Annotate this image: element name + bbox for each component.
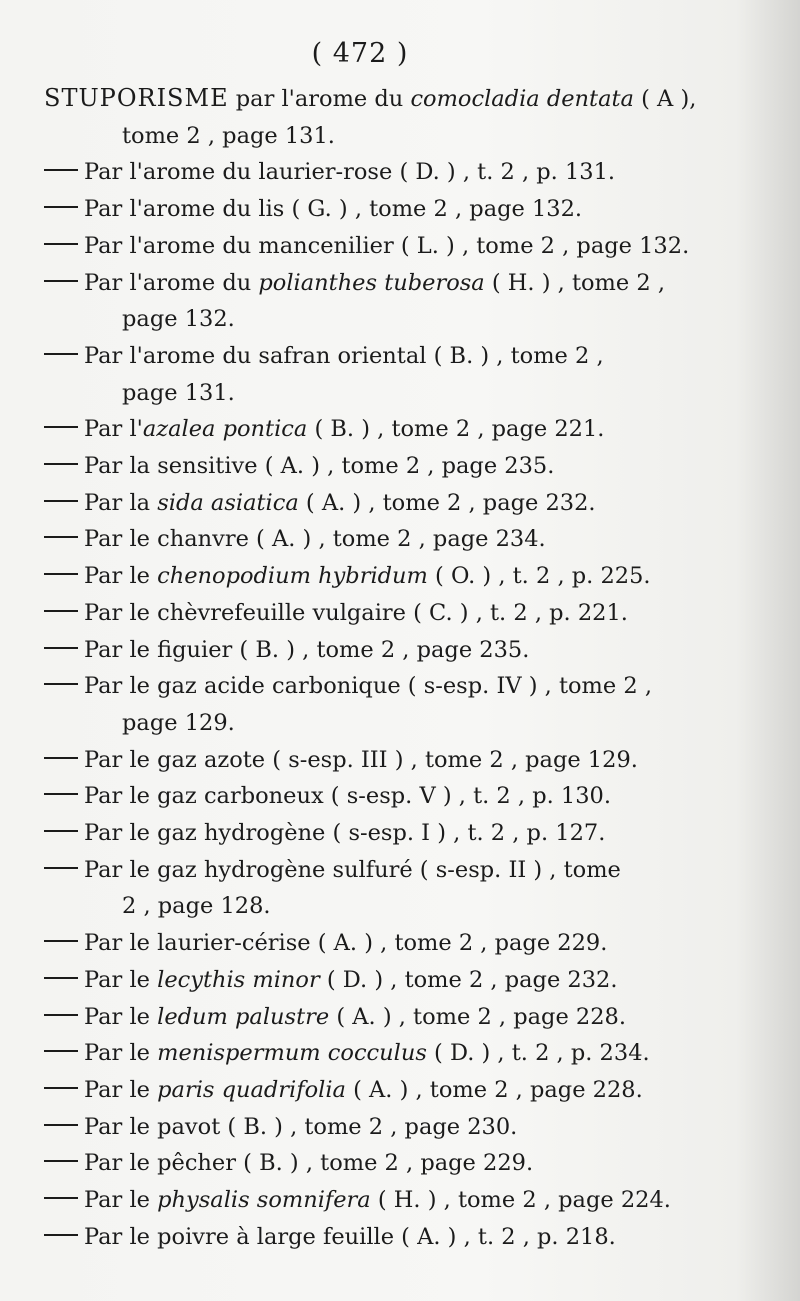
entry-text: Par le poivre à large feuille ( A. ) , t. 2 , p. 218.	[84, 1223, 616, 1250]
em-dash	[44, 757, 78, 759]
entry-continuation: page 131.	[122, 379, 235, 406]
entry-line	[44, 778, 694, 815]
entry-line	[44, 595, 694, 632]
entry-line	[44, 154, 694, 191]
em-dash	[44, 793, 78, 795]
entry-line	[44, 999, 694, 1036]
entry-line	[44, 962, 694, 999]
page-number: ( 472 )	[311, 38, 409, 69]
entry-line	[44, 1109, 694, 1146]
entry-text-post: ( B. ) , tome 2 , page 221.	[314, 416, 605, 443]
entry-line	[44, 485, 694, 522]
entry-text-post: ( D. ) , t. 2 , p. 234.	[434, 1040, 650, 1067]
entry-italic: comocladia dentata	[410, 86, 634, 112]
em-dash	[44, 536, 78, 538]
entry-text: par l'arome du	[235, 86, 404, 112]
entry	[44, 852, 694, 925]
entry-continuation: page 129.	[122, 709, 235, 736]
entry-line	[44, 852, 694, 889]
entry-text: Par le gaz carboneux ( s-esp. V ) , t. 2 , p. 130.	[84, 783, 612, 810]
entry-text: Par le pavot ( B. ) , tome 2 , page 230.	[84, 1113, 518, 1140]
entry-italic: menispermum cocculus	[157, 1040, 427, 1067]
entry	[44, 925, 694, 962]
entry-text-post: ( A ),	[641, 86, 697, 112]
entry	[44, 962, 694, 999]
entry	[44, 668, 694, 741]
entry	[44, 1182, 694, 1219]
entry-italic: polianthes tuberosa	[258, 269, 485, 296]
entry	[44, 485, 694, 522]
entry	[44, 521, 694, 558]
entry	[44, 265, 694, 338]
entry-text-post: ( H. ) , tome 2 ,	[491, 269, 665, 296]
entry-headword	[44, 80, 697, 154]
entry	[44, 1109, 694, 1146]
entry-text: Par le gaz hydrogène sulfuré ( s-esp. II ) , tome	[84, 856, 621, 883]
entry-italic: paris quadrifolia	[157, 1076, 346, 1103]
entry	[44, 742, 694, 779]
entry-line	[44, 265, 694, 302]
entry-text: Par l'arome du lis ( G. ) , tome 2 , page 132.	[84, 196, 583, 223]
entry-line	[44, 632, 694, 669]
entry-text: Par le gaz acide carbonique ( s-esp. IV ) , tome 2 ,	[84, 673, 652, 700]
entry-line	[44, 815, 694, 852]
em-dash	[44, 1050, 78, 1052]
entry-italic: lecythis minor	[157, 966, 320, 993]
em-dash	[44, 647, 78, 649]
entry-line	[44, 1072, 694, 1109]
entry-text: Par le	[84, 563, 150, 590]
entry-text: Par la	[84, 489, 151, 516]
entry-text: Par l'arome du mancenilier ( L. ) , tome 2 , page 132.	[84, 232, 690, 259]
entry-text: Par l'arome du safran oriental ( B. ) , tome 2 ,	[84, 342, 604, 369]
entry-text-post: ( A. ) , tome 2 , page 228.	[353, 1076, 643, 1103]
em-dash	[44, 426, 78, 428]
entry	[44, 1072, 694, 1109]
entry	[44, 228, 694, 265]
em-dash	[44, 206, 78, 208]
entry-continuation: 2 , page 128.	[122, 893, 271, 920]
entry-line	[44, 338, 694, 375]
entry	[44, 999, 694, 1036]
em-dash	[44, 500, 78, 502]
entry-text: Par l'	[84, 416, 143, 443]
entry	[44, 815, 694, 852]
entry-text: Par l'arome du laurier-rose ( D. ) , t. 2 , p. 131.	[84, 159, 616, 186]
entry-list	[44, 80, 697, 1256]
entry-text: Par le laurier-cérise ( A. ) , tome 2 , page 229.	[84, 930, 608, 957]
em-dash	[44, 830, 78, 832]
entry-italic: ledum palustre	[157, 1003, 330, 1030]
entry-text: Par le pêcher ( B. ) , tome 2 , page 229.	[84, 1150, 534, 1177]
em-dash	[44, 280, 78, 282]
em-dash	[44, 463, 78, 465]
entry-text: Par le chèvrefeuille vulgaire ( C. ) , t. 2 , p. 221.	[84, 599, 628, 626]
entry-text-post: ( D. ) , tome 2 , page 232.	[326, 966, 618, 993]
entry-text-post: ( A. ) , tome 2 , page 232.	[305, 489, 596, 516]
entry-text: Par le	[84, 1187, 150, 1214]
em-dash	[44, 683, 78, 685]
em-dash	[44, 1014, 78, 1016]
entry-line	[44, 925, 694, 962]
em-dash	[44, 353, 78, 355]
entry-continuation: tome 2 , page 131.	[122, 122, 335, 149]
entry	[44, 1219, 694, 1256]
entry-italic: chenopodium hybridum	[157, 563, 428, 590]
entry-text-post: ( H. ) , tome 2 , page 224.	[377, 1187, 671, 1214]
entry	[44, 1035, 694, 1072]
entry	[44, 191, 694, 228]
entry-text: Par le figuier ( B. ) , tome 2 , page 235.	[84, 636, 530, 663]
entry-italic: physalis somnifera	[157, 1187, 371, 1214]
entry	[44, 778, 694, 815]
entry-line	[44, 1035, 694, 1072]
entry	[44, 595, 694, 632]
entry-text-post: ( O. ) , t. 2 , p. 225.	[435, 563, 651, 590]
em-dash	[44, 169, 78, 171]
entry	[44, 338, 694, 411]
em-dash	[44, 573, 78, 575]
em-dash	[44, 1160, 78, 1162]
em-dash	[44, 867, 78, 869]
entry	[44, 411, 694, 448]
entry-text: Par le chanvre ( A. ) , tome 2 , page 234.	[84, 526, 546, 553]
entry-line	[44, 521, 694, 558]
entry-text: Par le	[84, 1003, 150, 1030]
entry-text: Par le	[84, 1040, 150, 1067]
entry-line	[44, 1182, 694, 1219]
em-dash	[44, 1234, 78, 1236]
entry-text: Par le gaz azote ( s-esp. III ) , tome 2 , page 129.	[84, 746, 638, 773]
em-dash	[44, 1124, 78, 1126]
em-dash	[44, 1087, 78, 1089]
entry	[44, 448, 694, 485]
em-dash	[44, 977, 78, 979]
entry-line	[44, 191, 694, 228]
entry	[44, 1145, 694, 1182]
entry-line	[44, 228, 694, 265]
entry-text: Par la sensitive ( A. ) , tome 2 , page 235.	[84, 453, 555, 480]
entry-line	[44, 80, 697, 118]
entry-text: Par l'arome du	[84, 269, 252, 296]
entry-italic: azalea pontica	[142, 416, 308, 443]
em-dash	[44, 1197, 78, 1199]
entry-line	[44, 1145, 694, 1182]
entry-line	[44, 448, 694, 485]
entry	[44, 558, 694, 595]
em-dash	[44, 610, 78, 612]
entry-text: Par le	[84, 966, 150, 993]
entry-line	[44, 1219, 694, 1256]
entry-text: Par le	[84, 1076, 150, 1103]
entry-line	[44, 411, 694, 448]
entry-line	[44, 558, 694, 595]
entry-line	[44, 742, 694, 779]
entry-continuation: page 132.	[122, 306, 235, 333]
entry-text: Par le gaz hydrogène ( s-esp. I ) , t. 2 , p. 127.	[84, 820, 606, 847]
em-dash	[44, 940, 78, 942]
entry	[44, 154, 694, 191]
entry	[44, 632, 694, 669]
headword: STUPORISME	[44, 84, 229, 112]
entry-line	[44, 668, 694, 705]
entry-text-post: ( A. ) , tome 2 , page 228.	[336, 1003, 627, 1030]
em-dash	[44, 243, 78, 245]
entry-italic: sida asiatica	[157, 489, 299, 516]
